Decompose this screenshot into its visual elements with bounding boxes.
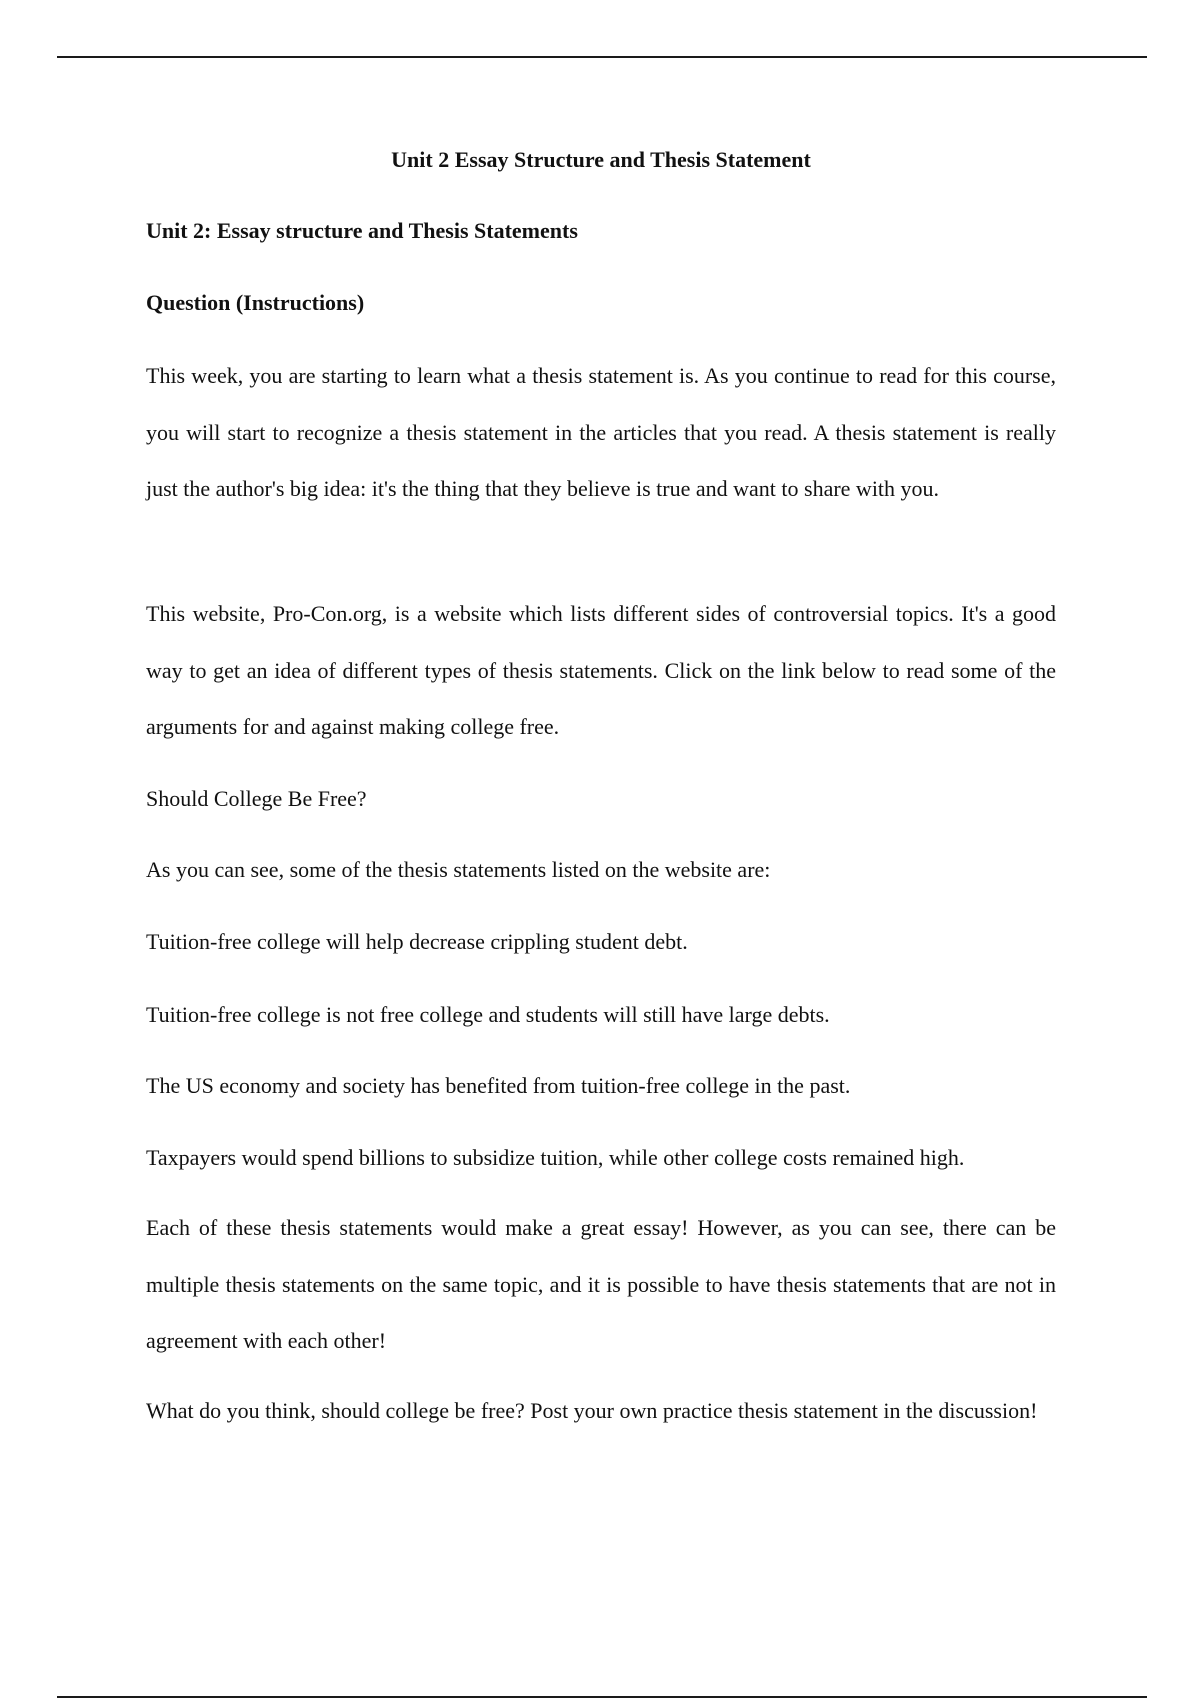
- document-title: Unit 2 Essay Structure and Thesis Statement: [391, 147, 811, 172]
- thesis-statement-1: Tuition-free college will help decrease crippling student debt.: [146, 929, 688, 954]
- paragraph-discussion: What do you think, should college be free? Post your own practice thesis statement in the discussion!: [146, 1398, 1038, 1423]
- thesis-statement-3: The US economy and society has benefited from tuition-free college in the past.: [146, 1073, 851, 1098]
- thesis-statement-2: Tuition-free college is not free college and students will still have large debts.: [146, 1002, 830, 1027]
- question-heading: Question (Instructions): [146, 290, 365, 315]
- paragraph-intro: This week, you are starting to learn what a thesis statement is. As you continue to read for this course, you will start to recognize a thesis statement in the articles that you read. A thesis statement is really just the author's big idea: it's the thing that they believe is true and want to share with you.: [146, 363, 1056, 501]
- top-rule: [57, 56, 1147, 58]
- list-intro: As you can see, some of the thesis statements listed on the website are:: [146, 857, 771, 882]
- link-should-college-be-free[interactable]: Should College Be Free?: [146, 786, 367, 811]
- thesis-statement-4: Taxpayers would spend billions to subsidize tuition, while other college costs remained high.: [146, 1145, 965, 1170]
- unit-heading: Unit 2: Essay structure and Thesis Statements: [146, 218, 578, 243]
- bottom-rule: [57, 1696, 1147, 1698]
- paragraph-multiple: Each of these thesis statements would make a great essay! However, as you can see, there can be multiple thesis statements on the same topic, and it is possible to have thesis statements that are not in agreement with each other!: [146, 1215, 1056, 1353]
- paragraph-website: This website, Pro-Con.org, is a website which lists different sides of controversial topics. It's a good way to get an idea of different types of thesis statements. Click on the link below to read some of the arguments for and against making college free.: [146, 601, 1056, 739]
